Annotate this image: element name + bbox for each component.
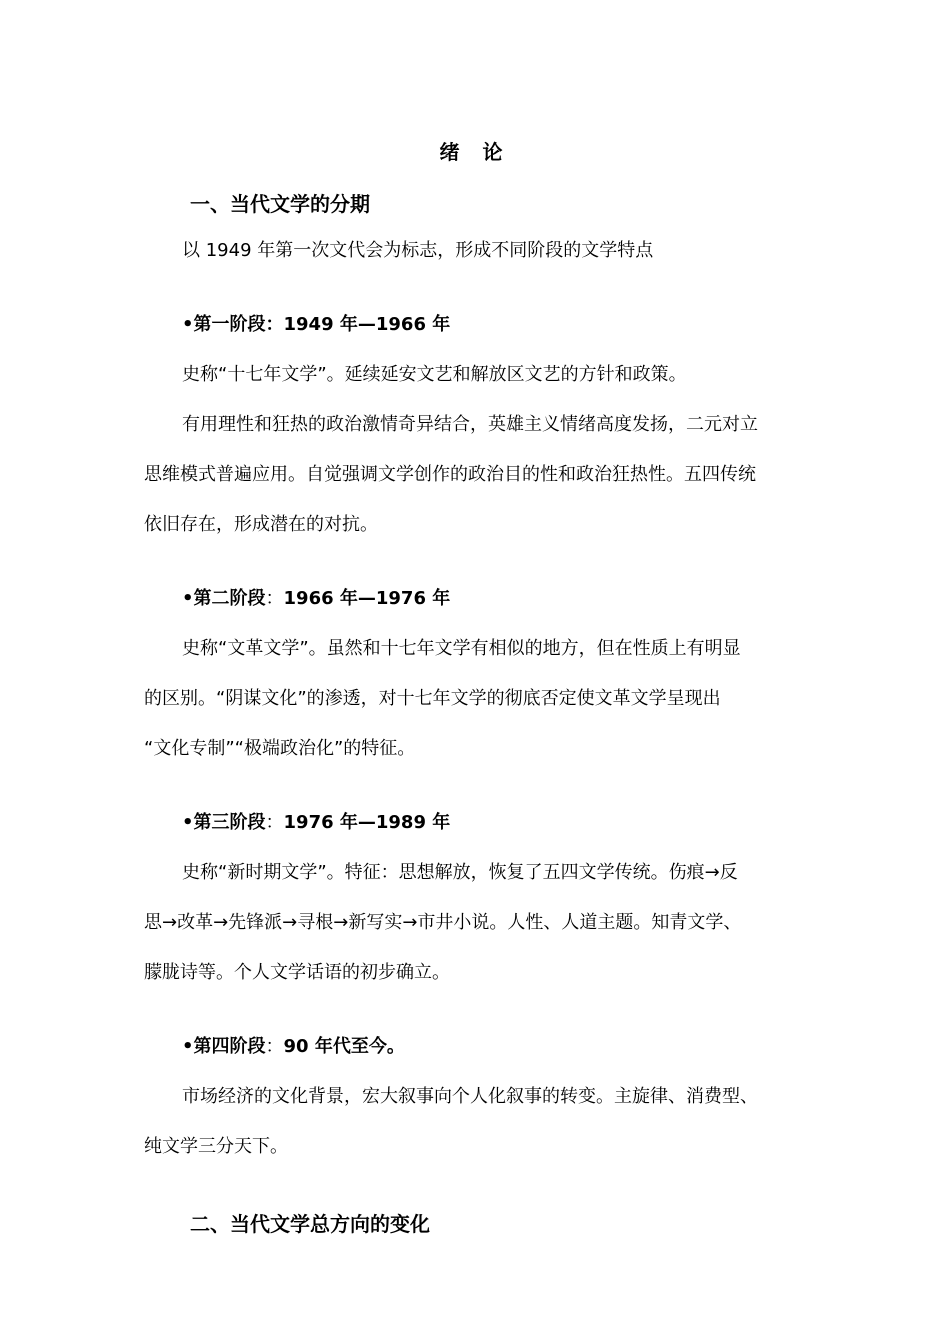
stage-3-line-2: 思→改革→先锋派→寻根→新写实→市井小说。人性、人道主题。知青文学、 bbox=[144, 912, 742, 933]
stage-3-label-years: 1976 年—1989 年 bbox=[283, 812, 451, 833]
stage-1-line-4: 依旧存在，形成潜在的对抗。 bbox=[144, 514, 378, 535]
stage-4-label-colon: ： bbox=[265, 1036, 284, 1057]
stage-3-line-3: 朦胧诗等。个人文学话语的初步确立。 bbox=[144, 962, 450, 983]
stage-3-label bbox=[182, 810, 450, 836]
stage-4-label-years: 90 年代至今。 bbox=[283, 1036, 405, 1057]
section-heading-direction-change: 二、当代文学总方向的变化 bbox=[190, 1212, 430, 1236]
stage-4-line-2: 纯文学三分天下。 bbox=[144, 1136, 288, 1157]
stage-3-label-name: •第三阶段 bbox=[182, 812, 266, 833]
section-heading-periodization: 一、当代文学的分期 bbox=[190, 192, 370, 216]
stage-2-line-3: “文化专制”“极端政治化”的特征。 bbox=[144, 738, 416, 759]
stage-4-label bbox=[182, 1034, 405, 1060]
stage-4-line-1: 市场经济的文化背景，宏大叙事向个人化叙事的转变。主旋律、消费型、 bbox=[182, 1086, 758, 1107]
section-intro: 以 1949 年第一次文代会为标志，形成不同阶段的文学特点 bbox=[182, 240, 654, 261]
stage-1-line-2: 有用理性和狂热的政治激情奇异结合，英雄主义情绪高度发扬，二元对立 bbox=[182, 414, 758, 435]
document-title: 绪 论 bbox=[439, 140, 511, 164]
stage-1-label: •第一阶段：1949 年—1966 年 bbox=[182, 314, 451, 335]
stage-3-line-1: 史称“新时期文学”。特征：思想解放，恢复了五四文学传统。伤痕→反 bbox=[182, 862, 738, 883]
stage-2-label bbox=[182, 586, 450, 612]
stage-2-label-name: •第二阶段 bbox=[182, 588, 266, 609]
stage-3-label-colon: ： bbox=[265, 812, 284, 833]
stage-1-line-3: 思维模式普遍应用。自觉强调文学创作的政治目的性和政治狂热性。五四传统 bbox=[144, 464, 756, 485]
stage-2-line-1: 史称“文革文学”。虽然和十七年文学有相似的地方，但在性质上有明显 bbox=[182, 638, 741, 659]
stage-4-label-name: •第四阶段 bbox=[182, 1036, 266, 1057]
stage-1-line-1: 史称“十七年文学”。延续延安文艺和解放区文艺的方针和政策。 bbox=[182, 364, 687, 385]
stage-2-label-colon: ： bbox=[265, 588, 284, 609]
stage-2-label-years: 1966 年—1976 年 bbox=[283, 588, 451, 609]
stage-2-line-2: 的区别。“阴谋文化”的渗透，对十七年文学的彻底否定使文革文学呈现出 bbox=[144, 688, 721, 709]
